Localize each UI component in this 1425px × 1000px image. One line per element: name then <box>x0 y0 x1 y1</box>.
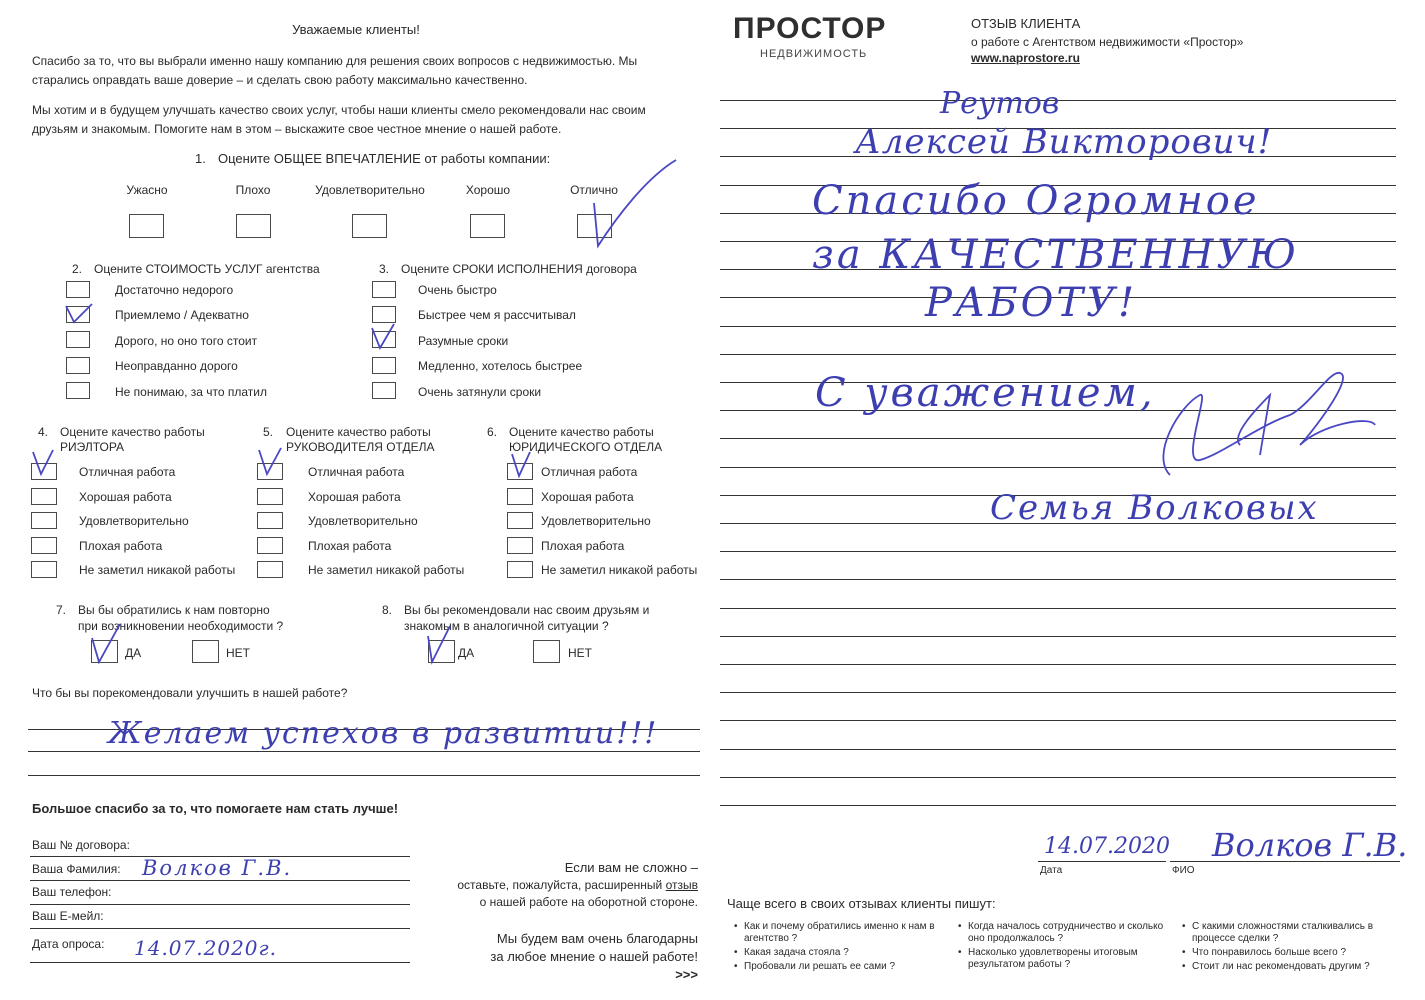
q2-option-label: Приемлемо / Адекватно <box>115 308 249 322</box>
q1-checkbox[interactable] <box>470 214 505 238</box>
side-line-2: оставьте, пожалуйста, расширенный отзыв <box>457 878 698 892</box>
answer-line <box>28 775 700 776</box>
q1-checkbox[interactable] <box>129 214 164 238</box>
writing-line <box>720 579 1396 580</box>
q8-number: 8. <box>382 603 393 617</box>
tip-item: • Что понравилось больше всего ? <box>1192 947 1392 959</box>
q4-number: 4. <box>38 425 49 439</box>
surname-label: Ваша Фамилия: <box>32 862 121 876</box>
hw-line: С уважением, <box>815 370 1156 416</box>
review-date-value[interactable]: 14.07.2020 <box>1044 834 1170 859</box>
q3-option-label: Очень затянули сроки <box>418 385 542 399</box>
q4-checkbox[interactable] <box>31 512 57 529</box>
hw-line: за КАЧЕСТВЕННУЮ <box>812 232 1300 278</box>
intro-paragraph-2: Мы хотим и в будущем улучшать качество своих услуг, чтобы наши клиенты смело рекомендовали нас своим друзьям и знакомым. Помогите нам в этом – выскажите свое честное мнение о нашей работе. <box>32 103 646 136</box>
q4-checkbox[interactable] <box>31 537 57 554</box>
tip-item: • Когда началось сотрудничество и сколько оно продолжалось ? <box>968 921 1168 945</box>
contract-label: Ваш № договора: <box>32 838 130 852</box>
q6-checkbox[interactable] <box>507 561 533 578</box>
q6-number: 6. <box>487 425 498 439</box>
review-subtitle: о работе с Агентством недвижимости «Простор» <box>971 35 1244 49</box>
q5-title: Оцените качество работы <box>286 425 431 439</box>
q7-checkmark-icon <box>88 622 124 666</box>
q5-option-label: Удовлетворительно <box>308 514 418 528</box>
q5-option-label: Хорошая работа <box>308 490 401 504</box>
q2-title: Оцените СТОИМОСТЬ УСЛУГ агентства <box>94 262 320 276</box>
review-link[interactable]: отзыв <box>665 878 698 892</box>
q4-option-label: Не заметил никакой работы <box>79 563 236 577</box>
tip-item: • С какими сложностями сталкивались в процессе сделки ? <box>1192 921 1392 945</box>
q4-option-label: Удовлетворительно <box>79 514 189 528</box>
q7-yes-label: ДА <box>125 646 142 660</box>
writing-line <box>720 720 1396 721</box>
q8-no-checkbox[interactable] <box>533 640 560 663</box>
review-title: ОТЗЫВ КЛИЕНТА <box>971 16 1081 31</box>
q2-number: 2. <box>72 262 83 276</box>
q1-option-label: Плохо <box>235 183 271 197</box>
side-line-1: Если вам не сложно – <box>564 860 698 875</box>
q3-checkbox[interactable] <box>372 306 396 323</box>
q2-checkbox[interactable] <box>66 281 90 298</box>
q1-title: Оцените ОБЩЕЕ ВПЕЧАТЛЕНИЕ от работы компании: <box>218 151 551 166</box>
q2-checkbox[interactable] <box>66 331 90 348</box>
date-line <box>1038 861 1166 862</box>
q5-checkbox[interactable] <box>257 561 283 578</box>
side-line-4: Мы будем вам очень благодарны <box>496 931 698 946</box>
q6-checkbox[interactable] <box>507 512 533 529</box>
date-field[interactable] <box>30 962 410 963</box>
q7-line1: Вы бы обратились к нам повторно <box>78 603 270 617</box>
q5-checkbox[interactable] <box>257 512 283 529</box>
q4-option-label: Хорошая работа <box>79 490 172 504</box>
q5-number: 5. <box>263 425 274 439</box>
q3-option-label: Разумные сроки <box>418 334 509 348</box>
q5-checkbox[interactable] <box>257 537 283 554</box>
q1-checkmark-icon <box>586 158 681 250</box>
tip-item: • Насколько удовлетворены итоговым результатом работы ? <box>968 947 1168 971</box>
surname-field[interactable] <box>30 880 410 881</box>
q1-option-label: Хорошо <box>465 183 511 197</box>
q4-option-label: Отличная работа <box>79 465 176 479</box>
hw-line: Семья Волковых <box>990 488 1319 528</box>
writing-line <box>720 664 1396 665</box>
logo: ПРОСТОР <box>733 12 887 45</box>
q3-option-label: Быстрее чем я рассчитывал <box>418 308 576 322</box>
answer-line <box>28 751 700 752</box>
q5-checkbox[interactable] <box>257 488 283 505</box>
hw-line: Алексей Викторович! <box>855 122 1273 162</box>
writing-line <box>720 805 1396 806</box>
q3-checkbox[interactable] <box>372 281 396 298</box>
q6-option-label: Не заметил никакой работы <box>541 563 698 577</box>
q4-option-label: Плохая работа <box>79 539 163 553</box>
q3-checkbox[interactable] <box>372 382 396 399</box>
q4-subject: РИЭЛТОРА <box>60 440 125 454</box>
q5-checkmark-icon <box>255 446 285 478</box>
q6-checkbox[interactable] <box>507 488 533 505</box>
q8-line2: знакомым в аналогичной ситуации ? <box>404 619 609 633</box>
fio-caption: ФИО <box>1172 865 1195 876</box>
q7-no-checkbox[interactable] <box>192 640 219 663</box>
q6-option-label: Хорошая работа <box>541 490 634 504</box>
logo-subtitle: НЕДВИЖИМОСТЬ <box>760 48 868 60</box>
q1-option-label: Удовлетворительно <box>315 183 425 197</box>
q8-line1: Вы бы рекомендовали нас своим друзьям и <box>404 603 650 617</box>
q7-number: 7. <box>56 603 67 617</box>
q8-yes-label: ДА <box>458 646 475 660</box>
tip-item: • Пробовали ли решать ее сами ? <box>744 961 944 973</box>
q4-checkbox[interactable] <box>31 561 57 578</box>
hw-line: Спасибо Огромное <box>812 178 1260 224</box>
q2-checkbox[interactable] <box>66 382 90 399</box>
writing-line <box>720 551 1396 552</box>
q7-line2: при возникновении необходимости ? <box>78 619 284 633</box>
tip-item: • Как и почему обратились именно к нам в агентство ? <box>744 921 944 945</box>
website-link[interactable]: www.naprostore.ru <box>971 51 1080 65</box>
q8-no-label: НЕТ <box>568 646 592 660</box>
q2-option-label: Достаточно недорого <box>115 283 234 297</box>
arrows: >>> <box>675 967 698 982</box>
q5-option-label: Не заметил никакой работы <box>308 563 465 577</box>
q4-title: Оцените качество работы <box>60 425 205 439</box>
writing-line <box>720 749 1396 750</box>
signature-icon <box>1140 365 1380 485</box>
writing-line <box>720 692 1396 693</box>
email-field[interactable] <box>30 928 410 929</box>
q2-option-label: Дорого, но оно того стоит <box>115 334 258 348</box>
q1-option-label: Ужасно <box>126 183 168 197</box>
q1-checkbox[interactable] <box>352 214 387 238</box>
thanks-text: Большое спасибо за то, что помогаете нам стать лучше! <box>32 801 399 816</box>
tip-item: • Какая задача стояла ? <box>744 947 944 959</box>
q2-option-label: Неоправданно дорого <box>115 359 238 373</box>
date-value[interactable]: 14.07.2020г. <box>134 936 277 960</box>
q5-option-label: Отличная работа <box>308 465 405 479</box>
tips-title: Чаще всего в своих отзывах клиенты пишут: <box>727 896 996 911</box>
review-fio-value[interactable]: Волков Г.В. <box>1212 826 1408 864</box>
tip-item: • Стоит ли нас рекомендовать другим ? <box>1192 961 1392 973</box>
q1-checkbox[interactable] <box>236 214 271 238</box>
q3-checkmark-icon <box>368 322 398 352</box>
writing-line <box>720 777 1396 778</box>
hw-line: Реутов <box>940 86 1060 121</box>
q6-subject: ЮРИДИЧЕСКОГО ОТДЕЛА <box>509 440 663 454</box>
date-label: Дата опроса: <box>32 937 105 951</box>
q6-checkmark-icon <box>508 450 538 480</box>
phone-field[interactable] <box>30 904 410 905</box>
date-caption: Дата <box>1040 865 1063 876</box>
q2-checkbox[interactable] <box>66 357 90 374</box>
side-line-3: о нашей работе на оборотной стороне. <box>479 895 698 909</box>
writing-line <box>720 608 1396 609</box>
side-line-5: за любое мнение о нашей работе! <box>490 949 698 964</box>
q3-number: 3. <box>379 262 390 276</box>
q6-option-label: Удовлетворительно <box>541 514 651 528</box>
q4-checkbox[interactable] <box>31 488 57 505</box>
q6-option-label: Плохая работа <box>541 539 625 553</box>
q6-title: Оцените качество работы <box>509 425 654 439</box>
q3-option-label: Очень быстро <box>418 283 497 297</box>
phone-label: Ваш телефон: <box>32 885 112 899</box>
q3-checkbox[interactable] <box>372 357 396 374</box>
q5-subject: РУКОВОДИТЕЛЯ ОТДЕЛА <box>286 440 435 454</box>
intro-paragraph-1: Спасибо за то, что вы выбрали именно нашу компанию для решения своих вопросов с недвижимостью. Мы старались оправдать ваше доверие – и сделать свою работу максимально качественно. <box>32 54 638 87</box>
page-heading: Уважаемые клиенты! <box>292 22 420 37</box>
improve-answer[interactable]: Желаем успехов в развитии!!! <box>108 716 659 751</box>
q4-checkmark-icon <box>29 448 59 478</box>
q1-option-label: Отлично <box>570 183 618 197</box>
q3-option-label: Медленно, хотелось быстрее <box>418 359 583 373</box>
surname-value[interactable]: Волков Г.В. <box>142 856 293 880</box>
writing-line <box>720 636 1396 637</box>
email-label: Ваш Е-мейл: <box>32 909 104 923</box>
writing-line <box>720 354 1396 355</box>
q7-no-label: НЕТ <box>226 646 250 660</box>
q1-number: 1. <box>195 151 206 166</box>
q3-title: Оцените СРОКИ ИСПОЛНЕНИЯ договора <box>401 262 637 276</box>
q5-option-label: Плохая работа <box>308 539 392 553</box>
q6-option-label: Отличная работа <box>541 465 638 479</box>
improve-question: Что бы вы порекомендовали улучшить в нашей работе? <box>32 686 348 700</box>
q2-checkmark-icon <box>62 300 96 326</box>
q2-option-label: Не понимаю, за что платил <box>115 385 268 399</box>
q6-checkbox[interactable] <box>507 537 533 554</box>
hw-line: РАБОТУ! <box>925 280 1138 326</box>
q8-checkmark-icon <box>424 624 454 666</box>
